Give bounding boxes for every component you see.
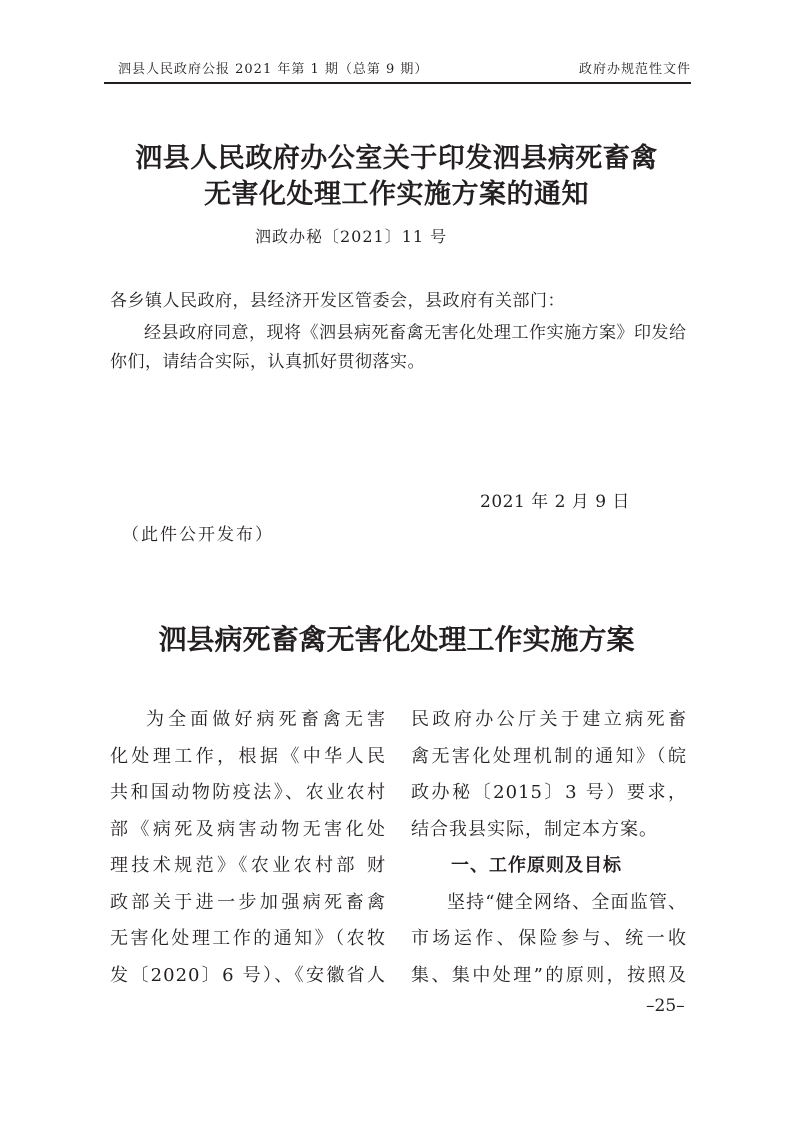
document-category-label: 政府办规范性文件 [578, 62, 691, 77]
notice-title [100, 141, 693, 213]
text-line: 市场运作、保险参与、统一收 [411, 928, 687, 949]
text-line: 发〔2020〕6 号）、《安徽省人 [110, 964, 386, 986]
section-heading: 一、工作原则及目标 [451, 855, 622, 876]
text-line: 政办秘〔2015〕3 号）要求， [411, 782, 687, 803]
text-line: 坚持“健全网络、全面监管、 [447, 891, 687, 913]
text-line: 集、集中处理”的原则，按照及 [411, 964, 687, 986]
running-header [104, 60, 691, 80]
issue-date: 2021 年 2 月 9 日 [480, 492, 630, 512]
text-line: 禽无害化处理机制的通知》（皖 [411, 745, 687, 767]
publish-note: （此件公开发布） [122, 525, 274, 545]
plan-left-column [110, 702, 386, 994]
text-line: 无害化处理工作的通知》（农牧 [110, 928, 386, 949]
text-line: 部《病死及病害动物无害化处 [110, 818, 386, 840]
document-number: 泗政办秘〔2021〕11 号 [255, 227, 448, 246]
text-line: 政部关于进一步加强病死畜禽 [110, 891, 386, 913]
recipients-line: 各乡镇人民政府，县经济开发区管委会，县政府有关部门： [110, 291, 565, 311]
text-line: 理技术规范》《农业农村部 财 [110, 855, 386, 876]
text-line: 共和国动物防疫法》、农业农村 [110, 782, 386, 803]
page-number: –25– [646, 996, 685, 1016]
text-line: 化处理工作，根据《中华人民 [110, 745, 386, 767]
bulletin-issue-label: 泗县人民政府公报 2021 年第 1 期（总第 9 期） [118, 62, 429, 77]
header-rule [104, 82, 691, 84]
notice-title-line-2: 无害化处理工作实施方案的通知 [204, 179, 589, 210]
notice-title-line-1: 泗县人民政府办公室关于印发泗县病死畜禽 [135, 143, 658, 174]
text-line: 民政府办公厅关于建立病死畜 [411, 709, 687, 730]
plan-right-column [411, 702, 687, 994]
text-line: 为全面做好病死畜禽无害 [146, 709, 386, 730]
notice-body: 经县政府同意，现将《泗县病死畜禽无害化处理工作实施方案》印发给你们，请结合实际，认真抓好贯彻落实。 [110, 323, 687, 372]
text-line: 结合我县实际，制定本方案。 [411, 818, 658, 840]
plan-title: 泗县病死畜禽无害化处理工作实施方案 [158, 623, 635, 656]
